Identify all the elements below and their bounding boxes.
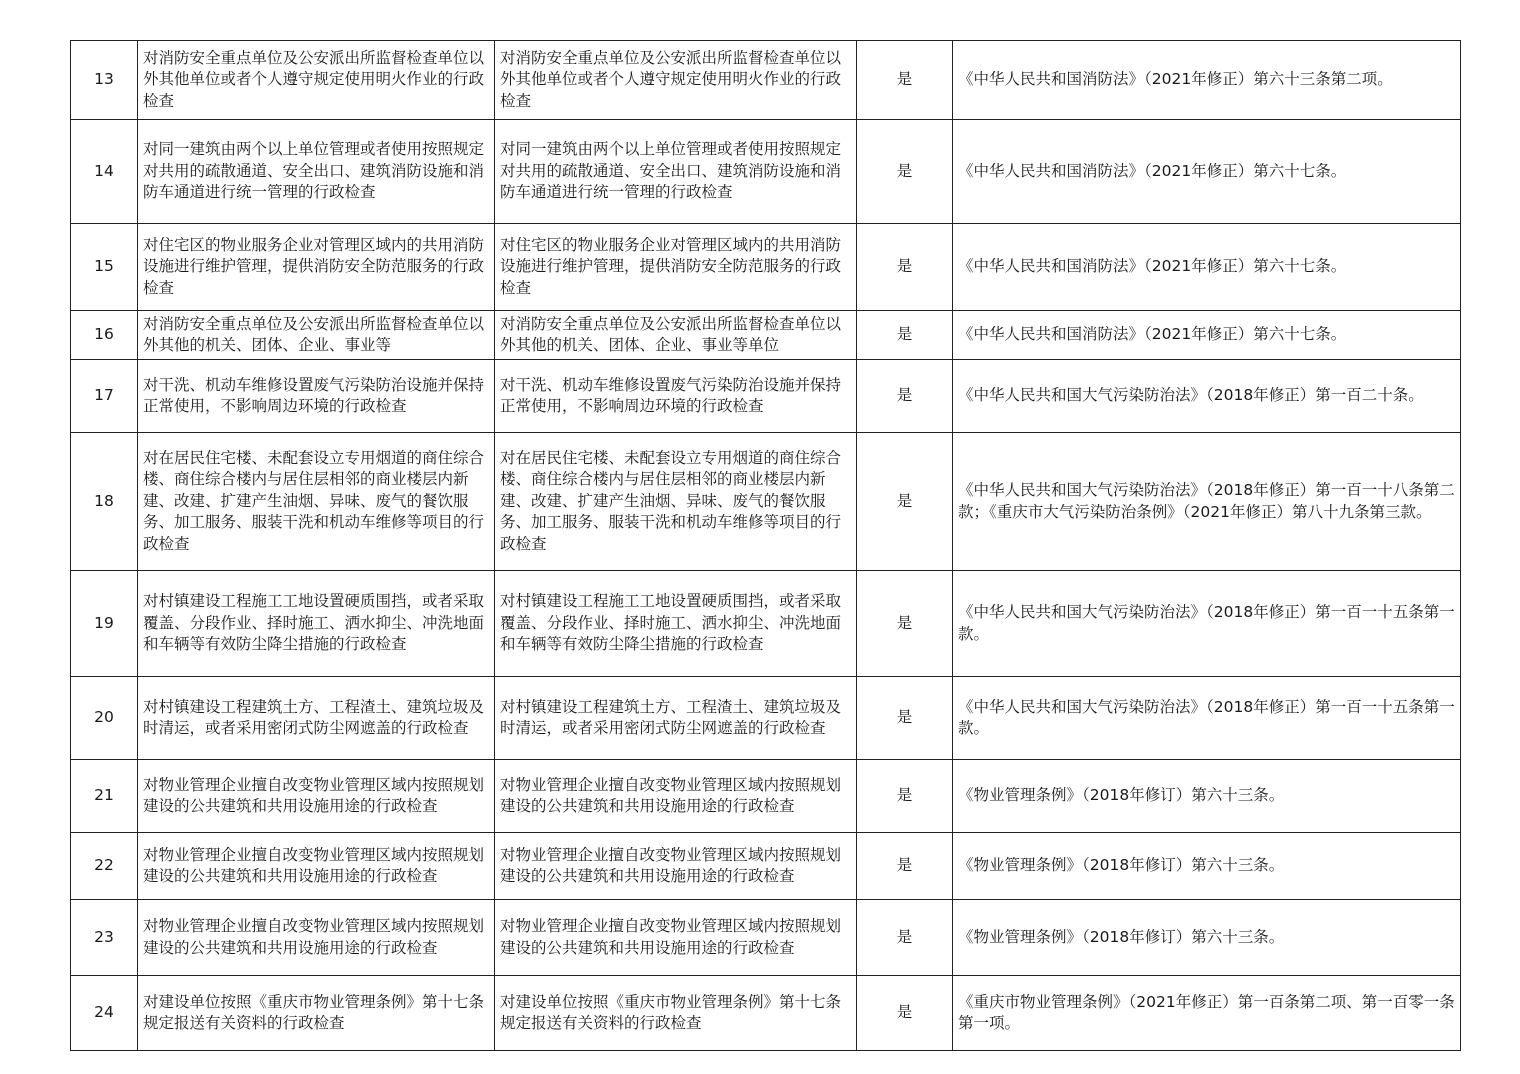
item-name: 对建设单位按照《重庆市物业管理条例》第十七条规定报送有关资料的行政检查 [138, 976, 495, 1051]
flag-cell: 是 [857, 120, 953, 224]
item-content: 对村镇建设工程建筑土方、工程渣土、建筑垃圾及时清运，或者采用密闭式防尘网遮盖的行政检查 [495, 677, 857, 760]
item-content: 对消防安全重点单位及公安派出所监督检查单位以外其他单位或者个人遵守规定使用明火作业的行政检查 [495, 41, 857, 120]
legal-basis: 《中华人民共和国大气污染防治法》（2018年修正）第一百一十八条第二款；《重庆市大气污染防治条例》（2021年修正）第八十九条第三款。 [953, 433, 1461, 571]
table-row [71, 571, 1461, 677]
flag-cell: 是 [857, 360, 953, 433]
item-name: 对村镇建设工程建筑土方、工程渣土、建筑垃圾及时清运，或者采用密闭式防尘网遮盖的行政检查 [138, 677, 495, 760]
row-number: 15 [71, 224, 138, 311]
legal-basis: 《中华人民共和国大气污染防治法》（2018年修正）第一百二十条。 [953, 360, 1461, 433]
item-name: 对物业管理企业擅自改变物业管理区域内按照规划建设的公共建筑和共用设施用途的行政检查 [138, 833, 495, 900]
item-content: 对同一建筑由两个以上单位管理或者使用按照规定对共用的疏散通道、安全出口、建筑消防设施和消防车通道进行统一管理的行政检查 [495, 120, 857, 224]
table-row [71, 677, 1461, 760]
item-name: 对同一建筑由两个以上单位管理或者使用按照规定对共用的疏散通道、安全出口、建筑消防设施和消防车通道进行统一管理的行政检查 [138, 120, 495, 224]
flag-cell: 是 [857, 833, 953, 900]
item-content: 对住宅区的物业服务企业对管理区域内的共用消防设施进行维护管理，提供消防安全防范服务的行政检查 [495, 224, 857, 311]
item-name: 对村镇建设工程施工工地设置硬质围挡，或者采取覆盖、分段作业、择时施工、洒水抑尘、冲洗地面和车辆等有效防尘降尘措施的行政检查 [138, 571, 495, 677]
table-row [71, 833, 1461, 900]
item-name: 对在居民住宅楼、未配套设立专用烟道的商住综合楼、商住综合楼内与居住层相邻的商业楼层内新建、改建、扩建产生油烟、异味、废气的餐饮服务、加工服务、服装干洗和机动车维修等项目的行政检查 [138, 433, 495, 571]
legal-basis: 《物业管理条例》（2018年修订）第六十三条。 [953, 760, 1461, 833]
flag-cell: 是 [857, 41, 953, 120]
item-content: 对村镇建设工程施工工地设置硬质围挡，或者采取覆盖、分段作业、择时施工、洒水抑尘、冲洗地面和车辆等有效防尘降尘措施的行政检查 [495, 571, 857, 677]
item-name: 对物业管理企业擅自改变物业管理区域内按照规划建设的公共建筑和共用设施用途的行政检查 [138, 900, 495, 976]
inspection-items-table [70, 40, 1461, 1051]
legal-basis: 《中华人民共和国大气污染防治法》（2018年修正）第一百一十五条第一款。 [953, 571, 1461, 677]
item-name: 对住宅区的物业服务企业对管理区域内的共用消防设施进行维护管理，提供消防安全防范服务的行政检查 [138, 224, 495, 311]
flag-cell: 是 [857, 311, 953, 360]
item-name: 对干洗、机动车维修设置废气污染防治设施并保持正常使用，不影响周边环境的行政检查 [138, 360, 495, 433]
flag-cell: 是 [857, 433, 953, 571]
table-row [71, 976, 1461, 1051]
row-number: 21 [71, 760, 138, 833]
legal-basis: 《物业管理条例》（2018年修订）第六十三条。 [953, 833, 1461, 900]
row-number: 13 [71, 41, 138, 120]
table-row [71, 224, 1461, 311]
item-content: 对干洗、机动车维修设置废气污染防治设施并保持正常使用，不影响周边环境的行政检查 [495, 360, 857, 433]
flag-cell: 是 [857, 677, 953, 760]
row-number: 19 [71, 571, 138, 677]
row-number: 24 [71, 976, 138, 1051]
table-row [71, 41, 1461, 120]
item-name: 对消防安全重点单位及公安派出所监督检查单位以外其他单位或者个人遵守规定使用明火作业的行政检查 [138, 41, 495, 120]
flag-cell: 是 [857, 900, 953, 976]
flag-cell: 是 [857, 976, 953, 1051]
item-content: 对物业管理企业擅自改变物业管理区域内按照规划建设的公共建筑和共用设施用途的行政检查 [495, 900, 857, 976]
item-name: 对消防安全重点单位及公安派出所监督检查单位以外其他的机关、团体、企业、事业等 [138, 311, 495, 360]
legal-basis: 《中华人民共和国消防法》（2021年修正）第六十三条第二项。 [953, 41, 1461, 120]
table-row [71, 120, 1461, 224]
legal-basis: 《中华人民共和国消防法》（2021年修正）第六十七条。 [953, 311, 1461, 360]
flag-cell: 是 [857, 224, 953, 311]
legal-basis: 《中华人民共和国大气污染防治法》（2018年修正）第一百一十五条第一款。 [953, 677, 1461, 760]
item-content: 对物业管理企业擅自改变物业管理区域内按照规划建设的公共建筑和共用设施用途的行政检查 [495, 760, 857, 833]
row-number: 20 [71, 677, 138, 760]
row-number: 14 [71, 120, 138, 224]
legal-basis: 《物业管理条例》（2018年修订）第六十三条。 [953, 900, 1461, 976]
table-row [71, 433, 1461, 571]
item-content: 对消防安全重点单位及公安派出所监督检查单位以外其他的机关、团体、企业、事业等单位 [495, 311, 857, 360]
flag-cell: 是 [857, 571, 953, 677]
table-row [71, 900, 1461, 976]
item-content: 对在居民住宅楼、未配套设立专用烟道的商住综合楼、商住综合楼内与居住层相邻的商业楼层内新建、改建、扩建产生油烟、异味、废气的餐饮服务、加工服务、服装干洗和机动车维修等项目的行政检查 [495, 433, 857, 571]
table-row [71, 360, 1461, 433]
flag-cell: 是 [857, 760, 953, 833]
table-row [71, 760, 1461, 833]
row-number: 16 [71, 311, 138, 360]
item-content: 对物业管理企业擅自改变物业管理区域内按照规划建设的公共建筑和共用设施用途的行政检查 [495, 833, 857, 900]
row-number: 23 [71, 900, 138, 976]
item-name: 对物业管理企业擅自改变物业管理区域内按照规划建设的公共建筑和共用设施用途的行政检查 [138, 760, 495, 833]
row-number: 18 [71, 433, 138, 571]
row-number: 17 [71, 360, 138, 433]
legal-basis: 《重庆市物业管理条例》（2021年修正）第一百条第二项、第一百零一条第一项。 [953, 976, 1461, 1051]
table-row [71, 311, 1461, 360]
item-content: 对建设单位按照《重庆市物业管理条例》第十七条规定报送有关资料的行政检查 [495, 976, 857, 1051]
legal-basis: 《中华人民共和国消防法》（2021年修正）第六十七条。 [953, 120, 1461, 224]
row-number: 22 [71, 833, 138, 900]
legal-basis: 《中华人民共和国消防法》（2021年修正）第六十七条。 [953, 224, 1461, 311]
